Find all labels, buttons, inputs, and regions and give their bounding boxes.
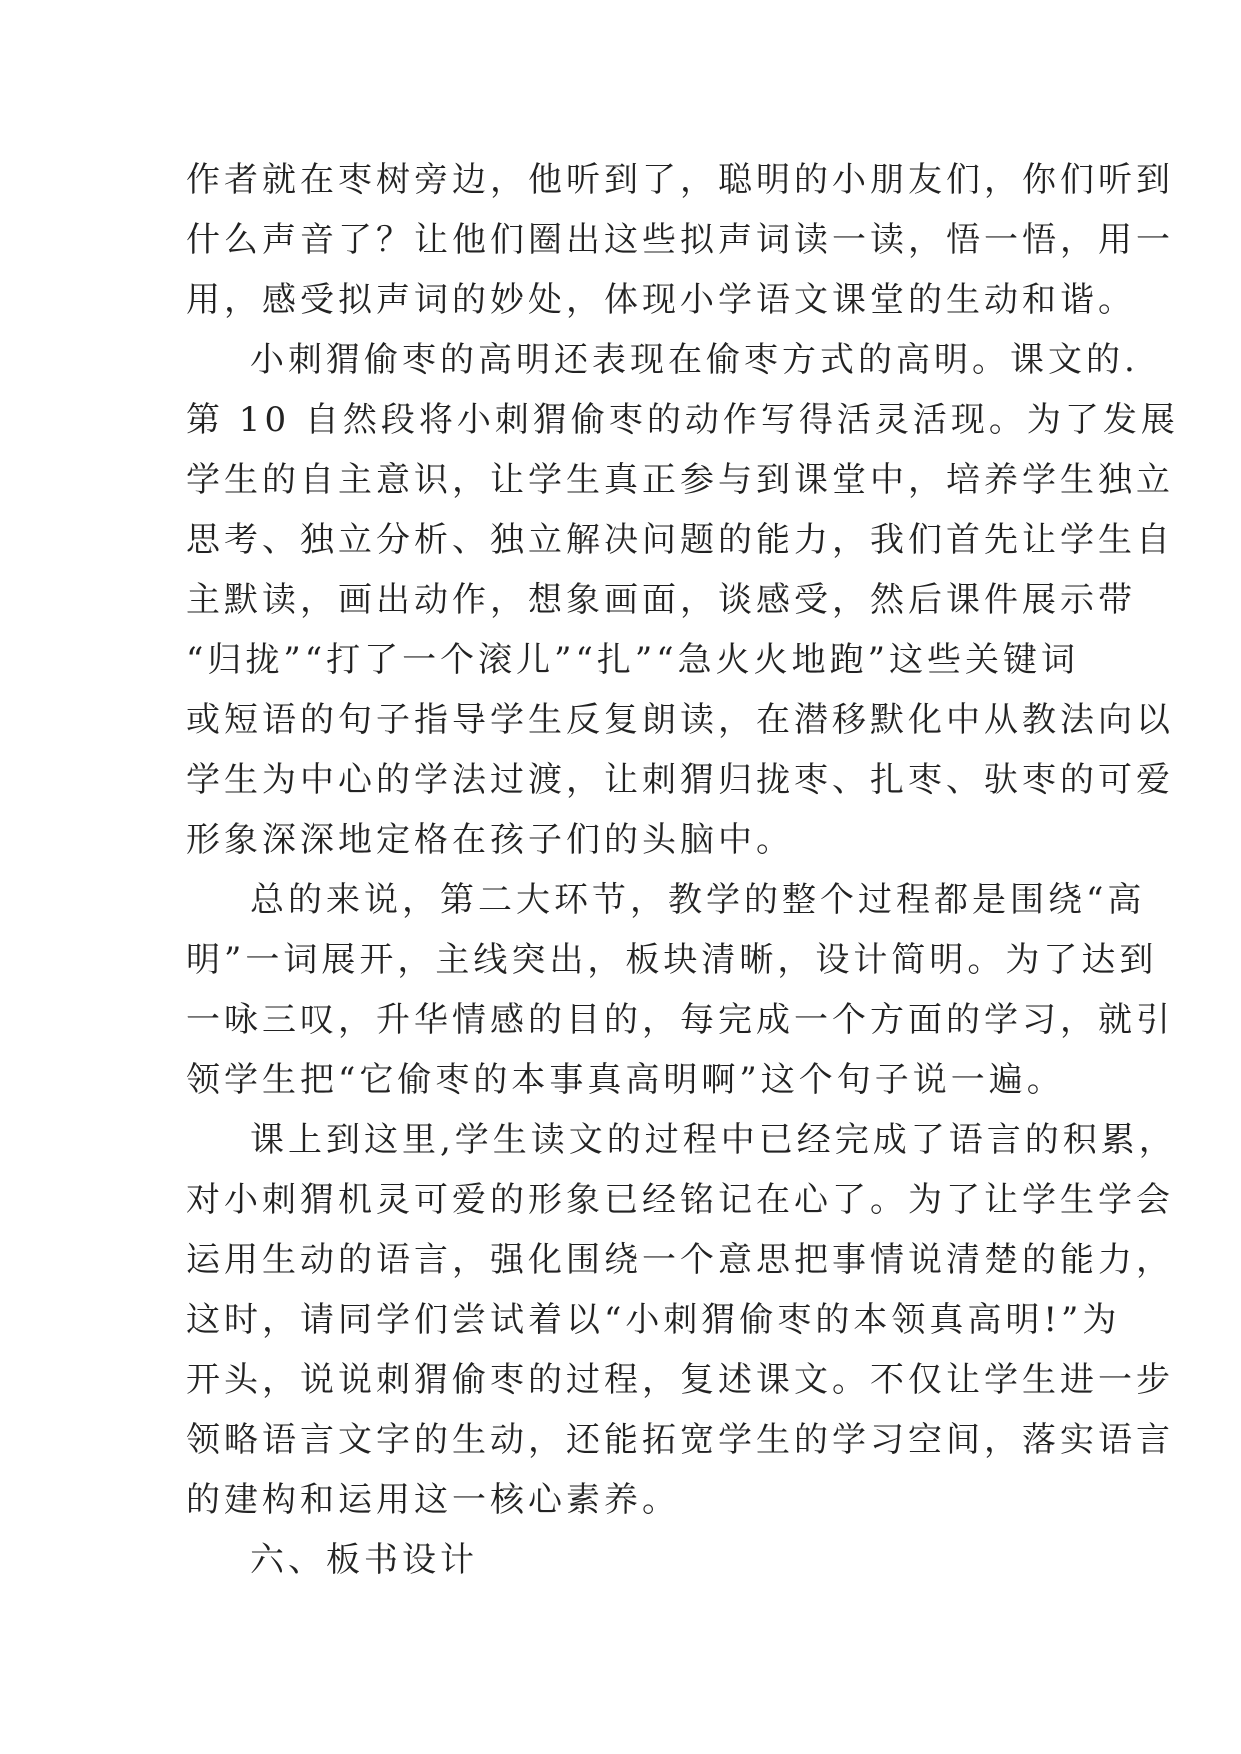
text-line: 第 10 自然段将小刺猬偷枣的动作写得活灵活现。为了发展 [186, 400, 1179, 440]
text-line: 或短语的句子指导学生反复朗读，在潜移默化中从教法向以 [186, 700, 1174, 740]
text-line: 什么声音了？让他们圈出这些拟声词读一读，悟一悟，用一 [186, 220, 1174, 260]
text-line: 开头，说说刺猬偷枣的过程，复述课文。不仅让学生进一步 [186, 1360, 1174, 1400]
text-line: 运用生动的语言，强化围绕一个意思把事情说清楚的能力， [186, 1240, 1174, 1280]
text-line: “归拢”“打了一个滚儿”“扎”“急火火地跑”这些关键词 [186, 640, 1080, 680]
text-line: 领略语言文字的生动，还能拓宽学生的学习空间，落实语言 [186, 1420, 1174, 1460]
paragraph-3 [186, 870, 1174, 1110]
text-line: 总的来说，第二大环节，教学的整个过程都是围绕“高 [250, 880, 1146, 920]
text-line: 一咏三叹，升华情感的目的，每完成一个方面的学习，就引 [186, 1000, 1174, 1040]
text-line: 作者就在枣树旁边，他听到了，聪明的小朋友们，你们听到 [186, 160, 1174, 200]
text-line: 课上到这里,学生读文的过程中已经完成了语言的积累， [250, 1120, 1177, 1160]
text-line: 学生的自主意识，让学生真正参与到课堂中，培养学生独立 [186, 460, 1174, 500]
text-line: 的建构和运用这一核心素养。 [186, 1480, 680, 1520]
text-line: 主默读，画出动作，想象画面，谈感受，然后课件展示带 [186, 580, 1136, 620]
text-line: 用，感受拟声词的妙处，体现小学语文课堂的生动和谐。 [186, 280, 1136, 320]
text-line: 这时，请同学们尝试着以“小刺猬偷枣的本领真高明!”为 [186, 1300, 1121, 1340]
section-heading [186, 1530, 1056, 1590]
section-heading-text: 六、板书设计 [250, 1540, 478, 1580]
paragraph-4 [186, 1110, 1177, 1530]
paragraph-1 [186, 150, 1174, 330]
text-line: 小刺猬偷枣的高明还表现在偷枣方式的高明。课文的. [250, 340, 1139, 380]
text-line: 思考、独立分析、独立解决问题的能力，我们首先让学生自 [186, 520, 1174, 560]
document-body [186, 150, 1179, 1590]
paragraph-2 [186, 330, 1179, 870]
text-line: 学生为中心的学法过渡，让刺猬归拢枣、扎枣、驮枣的可爱 [186, 760, 1174, 800]
text-line: 对小刺猬机灵可爱的形象已经铭记在心了。为了让学生学会 [186, 1180, 1174, 1220]
text-line: 形象深深地定格在孩子们的头脑中。 [186, 820, 794, 860]
text-line: 明”一词展开，主线突出，板块清晰，设计简明。为了达到 [186, 940, 1158, 980]
text-line: 领学生把“它偷枣的本事真高明啊”这个句子说一遍。 [186, 1060, 1065, 1100]
